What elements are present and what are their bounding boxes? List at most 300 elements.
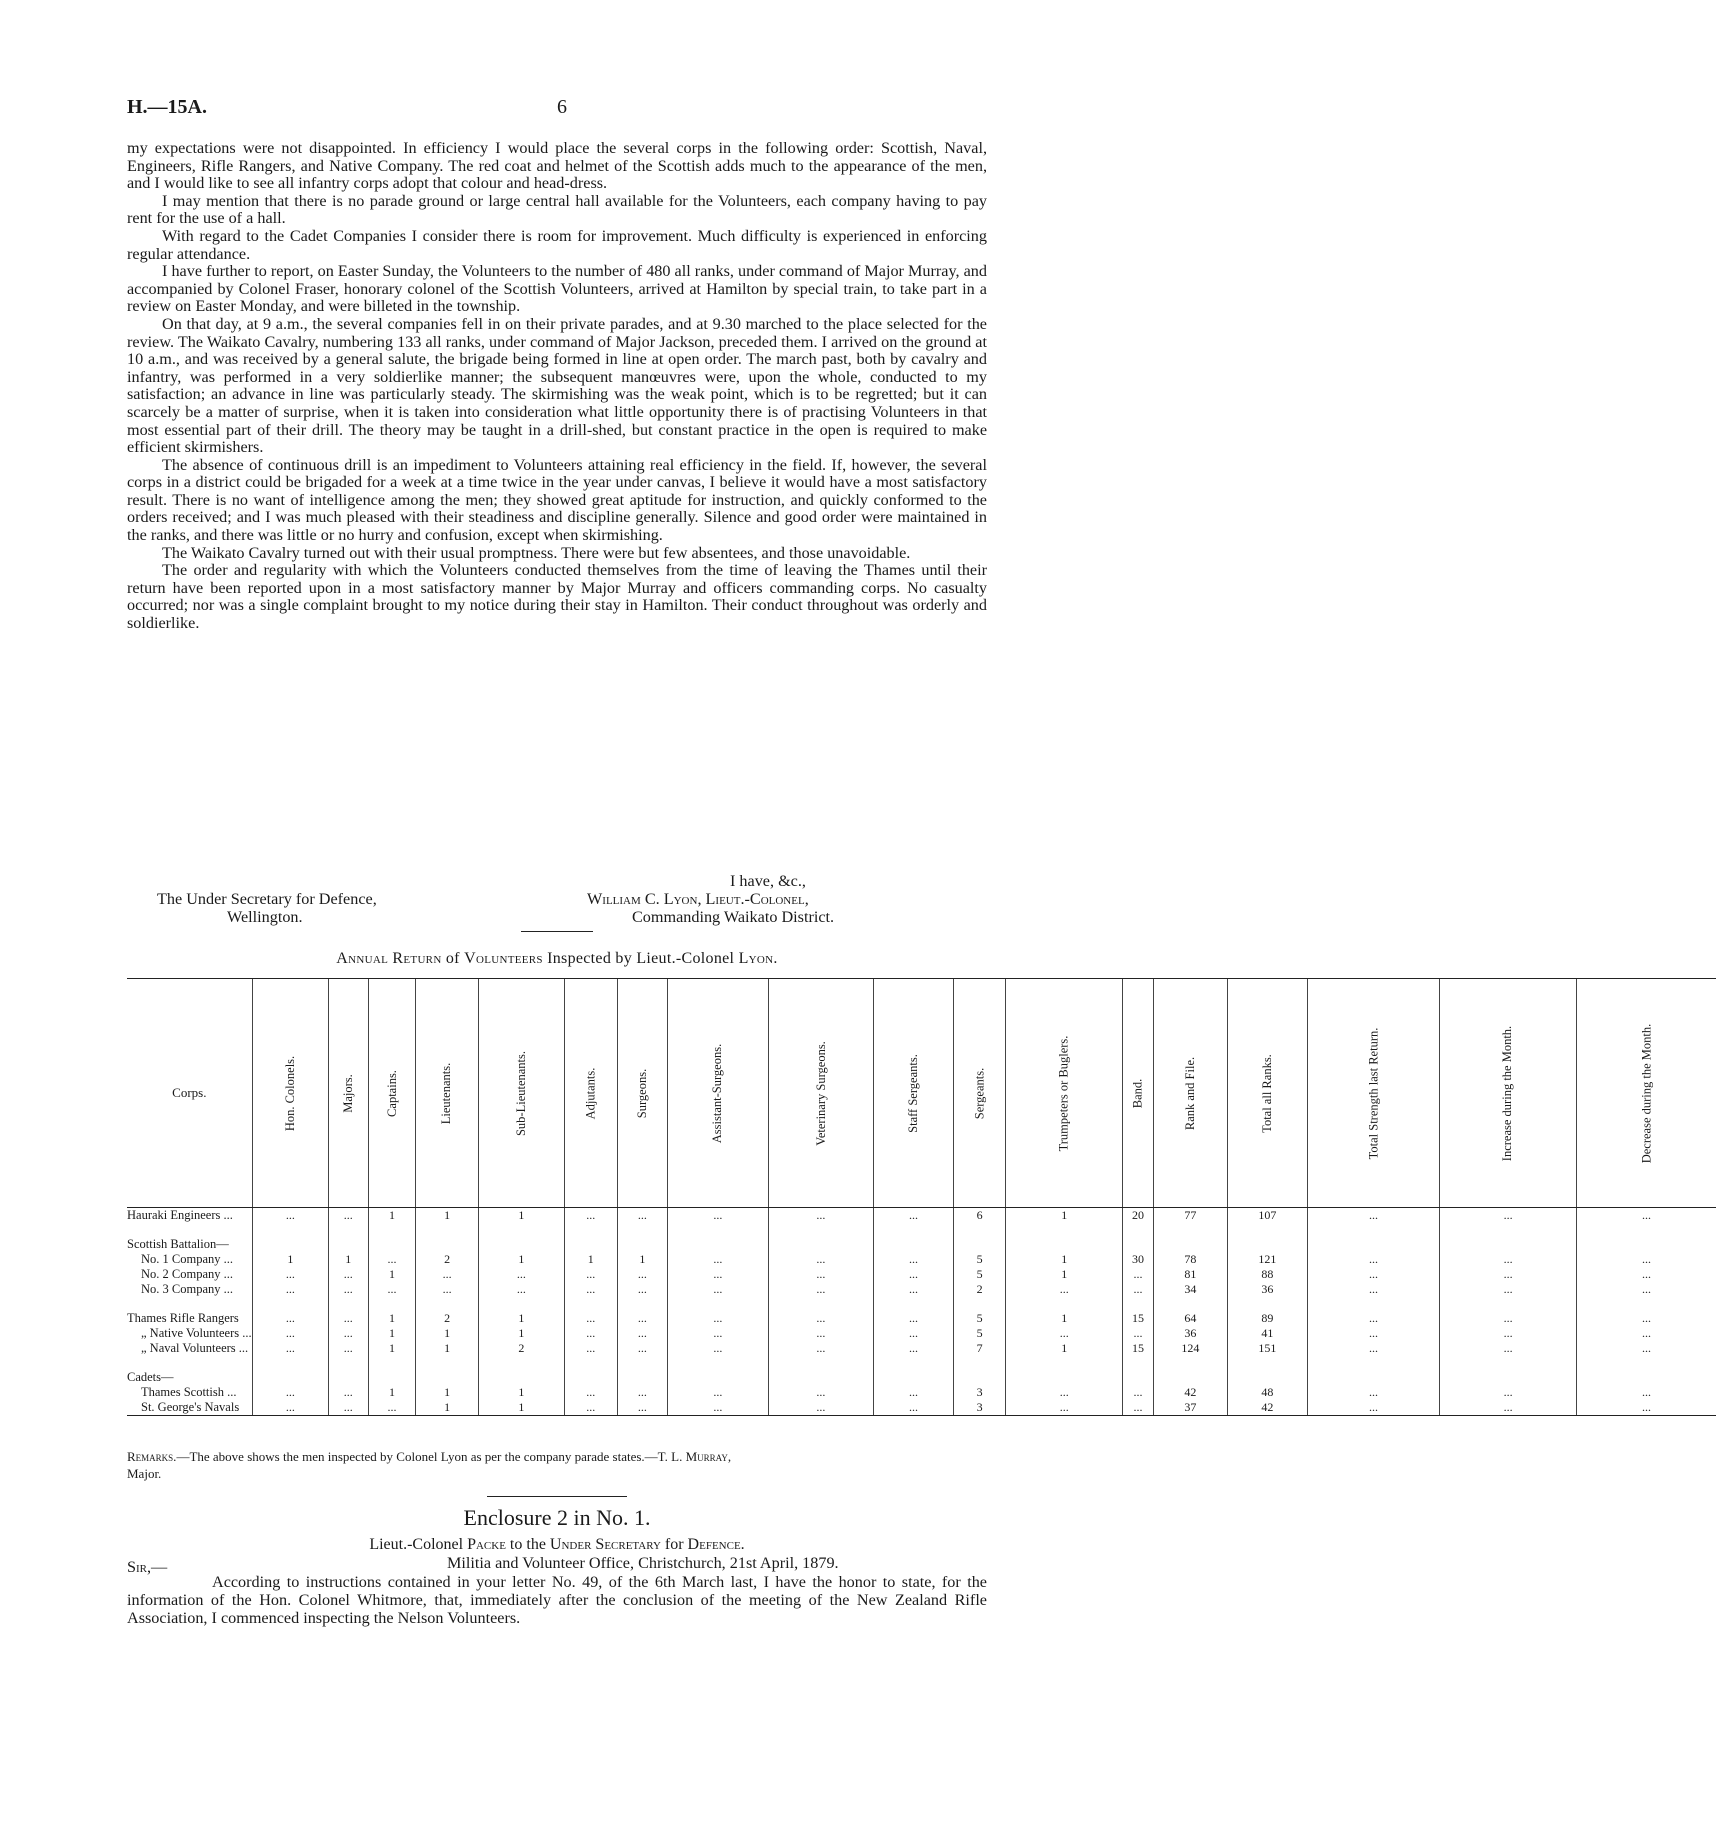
table-cell: ... xyxy=(252,1311,328,1326)
table-cell: 89 xyxy=(1228,1311,1308,1326)
title-part: of xyxy=(441,950,465,967)
from-part: . xyxy=(740,1536,745,1553)
table-cell: ... xyxy=(564,1282,617,1297)
table-cell: ... xyxy=(874,1282,954,1297)
table-cell: ... xyxy=(617,1385,667,1400)
spacer-cell xyxy=(1576,1297,1716,1311)
table-cell: ... xyxy=(1006,1282,1123,1297)
table-cell: ... xyxy=(617,1267,667,1282)
salutation: Sir,— xyxy=(127,1558,168,1576)
table-cell: 1 xyxy=(478,1311,564,1326)
table-cell: 1 xyxy=(368,1311,416,1326)
table-cell: ... xyxy=(1576,1385,1716,1400)
table-cell: 1 xyxy=(368,1326,416,1341)
spacer-cell xyxy=(1006,1356,1123,1370)
table-cell: ... xyxy=(1440,1252,1576,1267)
corps-name: Scottish Battalion— xyxy=(127,1237,229,1251)
table-cell: ... xyxy=(874,1311,954,1326)
corps-name: Cadets— xyxy=(127,1370,174,1384)
addressee: The Under Secretary for Defence, xyxy=(157,890,377,908)
spacer-cell xyxy=(329,1223,369,1237)
table-cell: ... xyxy=(1576,1326,1716,1341)
table-cell: ... xyxy=(1123,1282,1154,1297)
table-cell: ... xyxy=(874,1400,954,1416)
spacer-cell xyxy=(416,1356,478,1370)
spacer-cell xyxy=(874,1356,954,1370)
column-header-label: Band. xyxy=(1130,1078,1145,1108)
paragraph: my expectations were not disappointed. In efficiency I would place the several corps in the following order: Scottish, Naval, Engineers, Rifle Rangers, and Native Company. The red coat and helmet of the Scottish adds much to the appearance of the men, and I would like to see all infantry corps adopt that colour and head-dress. xyxy=(127,139,987,193)
table-cell: ... xyxy=(668,1385,768,1400)
column-header-label: Hon. Colonels. xyxy=(282,1055,297,1131)
spacer-cell xyxy=(252,1223,328,1237)
spacer-cell xyxy=(127,1297,252,1311)
table-cell: ... xyxy=(874,1385,954,1400)
table-cell: 20 xyxy=(1123,1208,1154,1224)
spacer-cell xyxy=(1006,1223,1123,1237)
column-header xyxy=(617,979,667,1208)
table-cell: ... xyxy=(668,1341,768,1356)
table-cell: 5 xyxy=(953,1311,1006,1326)
divider xyxy=(521,931,593,932)
spacer-cell xyxy=(1123,1223,1154,1237)
column-header xyxy=(768,979,874,1208)
paragraph: On that day, at 9 a.m., the several companies fell in on their private parades, and at 9.30 marched to the place selected for the review. The Waikato Cavalry, numbering 133 all ranks, under command of Major Jackson, preceded them. I arrived on the ground at 10 a.m., and was received by a general salute, the brigade being formed in line at open order. The march past, both by cavalry and infantry, was performed in a very soldierlike manner; the subsequent manœuvres were, upon the whole, conducted to my satisfaction; an advance in line was particularly steady. The skirmishing was the weak point, which is to be regretted; but it can scarcely be a matter of surprise, when it is taken into consideration what little opportunity there is of practising Volunteers in that most essential part of their drill. The theory may be taught in a drill-shed, but constant practice in the open is required to make efficient skirmishers. xyxy=(127,314,987,457)
table-cell: ... xyxy=(1440,1267,1576,1282)
table-cell: ... xyxy=(329,1341,369,1356)
table-cell: ... xyxy=(252,1282,328,1297)
table-cell: ... xyxy=(252,1385,328,1400)
table-cell xyxy=(1440,1370,1576,1385)
spacer-cell xyxy=(1307,1223,1440,1237)
table-cell: 77 xyxy=(1153,1208,1227,1224)
corps-name: „ Naval Volunteers ... xyxy=(141,1341,249,1355)
corps-name: „ Native Volunteers ... xyxy=(141,1326,252,1340)
table-cell: 1 xyxy=(1006,1267,1123,1282)
column-header-label: Trumpeters or Buglers. xyxy=(1056,1035,1071,1151)
table-cell: ... xyxy=(874,1267,954,1282)
office-dateline: Militia and Volunteer Office, Christchurch, 21st April, 1879. xyxy=(447,1554,839,1572)
table-cell: ... xyxy=(874,1341,954,1356)
spacer-cell xyxy=(329,1356,369,1370)
column-header-label: Majors. xyxy=(340,1073,355,1113)
table-cell: 1 xyxy=(416,1400,478,1416)
table-cell: 1 xyxy=(252,1252,328,1267)
spacer-cell xyxy=(1440,1223,1576,1237)
table-row xyxy=(127,1385,1716,1400)
spacer-cell xyxy=(368,1297,416,1311)
column-header xyxy=(668,979,768,1208)
table-cell: ... xyxy=(617,1208,667,1224)
table-cell: 1 xyxy=(416,1326,478,1341)
spacer-cell xyxy=(478,1297,564,1311)
spacer-cell xyxy=(874,1297,954,1311)
corps-name: St. George's Navals xyxy=(127,1400,252,1416)
table-cell: ... xyxy=(617,1282,667,1297)
column-header xyxy=(416,979,478,1208)
table-cell: ... xyxy=(768,1267,874,1282)
table-cell: 15 xyxy=(1123,1311,1154,1326)
table-cell: 1 xyxy=(478,1326,564,1341)
column-header-label: Surgeons. xyxy=(634,1068,649,1118)
spacer-cell xyxy=(768,1356,874,1370)
signature-first-name: William xyxy=(587,890,641,908)
table-cell: ... xyxy=(252,1326,328,1341)
table-cell: ... xyxy=(1576,1267,1716,1282)
spacer-cell xyxy=(1440,1356,1576,1370)
table-row xyxy=(127,1208,1716,1224)
table-cell: ... xyxy=(768,1341,874,1356)
table-cell: ... xyxy=(668,1267,768,1282)
column-header xyxy=(329,979,369,1208)
table-cell: ... xyxy=(874,1326,954,1341)
table-cell: 1 xyxy=(564,1252,617,1267)
table-cell: ... xyxy=(1440,1341,1576,1356)
table-cell xyxy=(478,1237,564,1252)
column-header xyxy=(953,979,1006,1208)
table-cell xyxy=(1440,1237,1576,1252)
spacer-cell xyxy=(1440,1297,1576,1311)
table-cell: 30 xyxy=(1123,1252,1154,1267)
table-cell: 34 xyxy=(1153,1282,1227,1297)
table-cell: ... xyxy=(1576,1400,1716,1416)
table-cell xyxy=(252,1370,328,1385)
table-cell: ... xyxy=(768,1252,874,1267)
table-cell: ... xyxy=(1440,1311,1576,1326)
table-cell xyxy=(1153,1370,1227,1385)
spacer-cell xyxy=(564,1356,617,1370)
table-cell: 1 xyxy=(478,1208,564,1224)
table-cell xyxy=(1006,1370,1123,1385)
table-cell: ... xyxy=(1440,1282,1576,1297)
table-cell: ... xyxy=(1123,1385,1154,1400)
table-cell: 5 xyxy=(953,1252,1006,1267)
table-cell: ... xyxy=(564,1400,617,1416)
table-cell: 5 xyxy=(953,1326,1006,1341)
table-cell: ... xyxy=(768,1400,874,1416)
report-body xyxy=(127,140,987,633)
table-cell: 36 xyxy=(1228,1282,1308,1297)
table-cell: 1 xyxy=(416,1341,478,1356)
corps-column-header: Corps. xyxy=(127,979,252,1208)
table-cell xyxy=(252,1237,328,1252)
table-cell: ... xyxy=(564,1267,617,1282)
table-cell: ... xyxy=(368,1252,416,1267)
table-cell: ... xyxy=(564,1311,617,1326)
table-cell xyxy=(1123,1237,1154,1252)
table-cell: 1 xyxy=(617,1252,667,1267)
spacer-row xyxy=(127,1297,1716,1311)
spacer-cell xyxy=(953,1297,1006,1311)
table-row xyxy=(127,1326,1716,1341)
table-cell: 1 xyxy=(329,1252,369,1267)
table-cell: ... xyxy=(1440,1385,1576,1400)
remarks-rank: Major. xyxy=(127,1466,162,1481)
spacer-cell xyxy=(874,1223,954,1237)
table-cell: 2 xyxy=(416,1311,478,1326)
table-cell: ... xyxy=(329,1385,369,1400)
table-cell: ... xyxy=(668,1400,768,1416)
column-header-label: Assistant-Surgeons. xyxy=(710,1043,725,1143)
spacer-cell xyxy=(478,1356,564,1370)
table-cell: ... xyxy=(564,1341,617,1356)
table-cell: 64 xyxy=(1153,1311,1227,1326)
table-cell: ... xyxy=(252,1400,328,1416)
table-cell xyxy=(564,1370,617,1385)
table-cell: 1 xyxy=(1006,1341,1123,1356)
from-part: Lieut.-Colonel xyxy=(369,1536,468,1553)
paragraph: I may mention that there is no parade ground or large central hall available for the Volunteers, each company having to pay rent for the use of a hall. xyxy=(127,191,987,228)
table-cell: ... xyxy=(668,1252,768,1267)
table-cell: 151 xyxy=(1228,1341,1308,1356)
table-cell: 1 xyxy=(416,1385,478,1400)
table-cell: ... xyxy=(329,1311,369,1326)
table-cell: ... xyxy=(668,1326,768,1341)
group-heading-row xyxy=(127,1237,1716,1252)
spacer-cell xyxy=(953,1223,1006,1237)
closing-phrase: I have, &c., xyxy=(730,872,806,890)
table-cell: ... xyxy=(1307,1400,1440,1416)
spacer-cell xyxy=(416,1223,478,1237)
table-cell: 7 xyxy=(953,1341,1006,1356)
table-cell: ... xyxy=(252,1341,328,1356)
table-cell: 1 xyxy=(368,1267,416,1282)
table-cell: 2 xyxy=(953,1282,1006,1297)
table-cell: 78 xyxy=(1153,1252,1227,1267)
spacer-cell xyxy=(252,1356,328,1370)
table-cell xyxy=(768,1370,874,1385)
spacer-cell xyxy=(252,1297,328,1311)
table-cell xyxy=(329,1237,369,1252)
table-cell xyxy=(1307,1370,1440,1385)
table-row xyxy=(127,1282,1716,1297)
table-cell: ... xyxy=(1307,1208,1440,1224)
spacer-cell xyxy=(368,1356,416,1370)
spacer-cell xyxy=(617,1223,667,1237)
annual-return-table xyxy=(127,978,1716,1416)
column-header xyxy=(1228,979,1308,1208)
spacer-cell xyxy=(668,1356,768,1370)
table-cell: ... xyxy=(478,1282,564,1297)
column-header-label: Increase during the Month. xyxy=(1500,1025,1515,1161)
enclosure-title: Enclosure 2 in No. 1. xyxy=(463,1505,651,1530)
column-header-label: Captains. xyxy=(384,1069,399,1117)
table-cell xyxy=(1123,1370,1154,1385)
table-cell: ... xyxy=(1440,1326,1576,1341)
spacer-cell xyxy=(617,1356,667,1370)
paragraph: The order and regularity with which the Volunteers conducted themselves from the time of leaving the Thames until their return have been reported upon in a most satisfactory manner by Major Murray and officers commanding corps. No casualty occurred; nor was a single complaint brought to my notice during their stay in Hamilton. Their conduct throughout was orderly and soldierlike. xyxy=(127,561,987,633)
table-cell: 1 xyxy=(478,1252,564,1267)
group-heading-row xyxy=(127,1370,1716,1385)
table-cell xyxy=(953,1237,1006,1252)
table-cell: ... xyxy=(1440,1208,1576,1224)
title-part: Volunteers xyxy=(464,950,543,967)
table-cell: 42 xyxy=(1153,1385,1227,1400)
table-cell: ... xyxy=(329,1282,369,1297)
table-cell xyxy=(668,1370,768,1385)
table-cell: 1 xyxy=(416,1208,478,1224)
table-cell: 41 xyxy=(1228,1326,1308,1341)
column-header xyxy=(478,979,564,1208)
from-part: Defence xyxy=(687,1536,741,1553)
table-cell: ... xyxy=(1123,1400,1154,1416)
table-cell: 124 xyxy=(1153,1341,1227,1356)
spacer-cell xyxy=(1153,1297,1227,1311)
spacer-cell xyxy=(768,1223,874,1237)
remarks xyxy=(127,1448,987,1482)
table-cell: ... xyxy=(1440,1400,1576,1416)
enclosure-from xyxy=(0,1536,1114,1554)
column-header xyxy=(1440,979,1576,1208)
column-header-label: Staff Sergeants. xyxy=(906,1053,921,1133)
corps-name: No. 3 Company ... xyxy=(141,1282,234,1296)
table-cell: ... xyxy=(329,1267,369,1282)
table-cell: ... xyxy=(1307,1282,1440,1297)
table-cell: 3 xyxy=(953,1400,1006,1416)
table-cell: ... xyxy=(874,1252,954,1267)
table-cell: 81 xyxy=(1153,1267,1227,1282)
remarks-text: —The above shows the men inspected by Colonel Lyon as per the company parade states.—T. L. xyxy=(176,1449,686,1464)
spacer-cell xyxy=(1228,1297,1308,1311)
table-cell: 5 xyxy=(953,1267,1006,1282)
table-cell: ... xyxy=(617,1326,667,1341)
table-cell: 121 xyxy=(1228,1252,1308,1267)
paragraph: According to instructions contained in your letter No. 49, of the 6th March last, I have the honor to state, for the information of the Hon. Colonel Whitmore, that, immediately after the conclusion of the meeting of the New Zealand Rifle Association, I commenced inspecting the Nelson Volunteers. xyxy=(127,1573,987,1627)
table-cell: ... xyxy=(1006,1400,1123,1416)
signature xyxy=(587,890,809,908)
spacer-cell xyxy=(1228,1356,1308,1370)
table-cell: ... xyxy=(768,1208,874,1224)
table-cell xyxy=(1576,1370,1716,1385)
spacer-cell xyxy=(668,1223,768,1237)
column-header-label: Sergeants. xyxy=(972,1067,987,1119)
spacer-cell xyxy=(668,1297,768,1311)
table-cell: ... xyxy=(1123,1326,1154,1341)
table-row xyxy=(127,1400,1716,1416)
title-part: Annual Return xyxy=(336,950,442,967)
table-cell xyxy=(1228,1237,1308,1252)
table-cell: ... xyxy=(1576,1282,1716,1297)
table-cell: ... xyxy=(252,1267,328,1282)
spacer-cell xyxy=(127,1356,252,1370)
column-header xyxy=(368,979,416,1208)
column-header-label: Decrease during the Month. xyxy=(1639,1023,1654,1163)
table-cell: ... xyxy=(874,1208,954,1224)
table-cell: ... xyxy=(329,1326,369,1341)
table-cell: 1 xyxy=(1006,1208,1123,1224)
table-cell: ... xyxy=(416,1282,478,1297)
column-header xyxy=(1153,979,1227,1208)
table-cell: ... xyxy=(768,1385,874,1400)
table-cell: ... xyxy=(768,1311,874,1326)
table-cell xyxy=(478,1370,564,1385)
table-cell xyxy=(368,1237,416,1252)
table-cell: ... xyxy=(1307,1341,1440,1356)
table-cell: 1 xyxy=(478,1385,564,1400)
spacer-row xyxy=(127,1223,1716,1237)
spacer-cell xyxy=(127,1223,252,1237)
signature-rest: C. Lyon, Lieut.-Colonel, xyxy=(640,890,809,908)
table-cell: ... xyxy=(564,1326,617,1341)
table-cell: ... xyxy=(564,1208,617,1224)
table-cell: ... xyxy=(668,1208,768,1224)
remarks-label: Remarks. xyxy=(127,1449,177,1464)
corps-name: No. 2 Company ... xyxy=(141,1267,234,1281)
column-header-label: Sub-Lieutenants. xyxy=(513,1050,528,1136)
spacer-cell xyxy=(953,1356,1006,1370)
spacer-cell xyxy=(1576,1223,1716,1237)
table-cell: 48 xyxy=(1228,1385,1308,1400)
table-cell: ... xyxy=(1123,1267,1154,1282)
table-cell: ... xyxy=(1006,1385,1123,1400)
corps-name: No. 1 Company ... xyxy=(141,1252,234,1266)
column-header xyxy=(1006,979,1123,1208)
table-cell: ... xyxy=(768,1326,874,1341)
column-header-label: Adjutants. xyxy=(583,1067,598,1119)
table-cell: ... xyxy=(1307,1385,1440,1400)
signature-title: Commanding Waikato District. xyxy=(632,908,835,926)
corps-name: Hauraki Engineers ... xyxy=(127,1208,233,1222)
table-cell: ... xyxy=(1307,1252,1440,1267)
table-cell: 1 xyxy=(368,1341,416,1356)
paragraph: I have further to report, on Easter Sunday, the Volunteers to the number of 480 all ranks, under command of Major Murray, and accompanied by Colonel Fraser, honorary colonel of the Scottish Volunteers, arrived at Hamilton by special train, to take part in a review on Easter Monday, and were billeted in the township. xyxy=(127,262,987,316)
table-cell xyxy=(368,1370,416,1385)
table-cell: ... xyxy=(1307,1267,1440,1282)
table-cell xyxy=(617,1237,667,1252)
table-cell xyxy=(416,1237,478,1252)
table-cell: 107 xyxy=(1228,1208,1308,1224)
table-cell xyxy=(1228,1370,1308,1385)
table-cell: 3 xyxy=(953,1385,1006,1400)
spacer-cell xyxy=(478,1223,564,1237)
table-cell: ... xyxy=(252,1208,328,1224)
table-cell: ... xyxy=(478,1267,564,1282)
table-cell: 6 xyxy=(953,1208,1006,1224)
table-cell: 1 xyxy=(478,1400,564,1416)
title-part: Lyon xyxy=(738,950,774,967)
table-cell: ... xyxy=(368,1400,416,1416)
spacer-cell xyxy=(768,1297,874,1311)
divider xyxy=(487,1496,627,1497)
column-header xyxy=(1576,979,1716,1208)
table-cell: ... xyxy=(617,1311,667,1326)
spacer-cell xyxy=(617,1297,667,1311)
table-cell: ... xyxy=(1307,1326,1440,1341)
table-cell: ... xyxy=(668,1282,768,1297)
table-cell xyxy=(668,1237,768,1252)
page-number: 6 xyxy=(557,96,567,118)
table-cell xyxy=(953,1370,1006,1385)
from-part: Packe xyxy=(467,1536,506,1553)
page-header xyxy=(127,96,987,126)
spacer-cell xyxy=(564,1223,617,1237)
table-cell: 1 xyxy=(368,1385,416,1400)
table-cell: ... xyxy=(617,1341,667,1356)
table-cell: ... xyxy=(768,1282,874,1297)
table-cell: ... xyxy=(668,1311,768,1326)
table-cell: 15 xyxy=(1123,1341,1154,1356)
column-header-label: Veterinary Surgeons. xyxy=(813,1040,828,1146)
title-part: Inspected by Lieut.-Colonel xyxy=(542,950,739,967)
addressee-location: Wellington. xyxy=(227,908,303,926)
table-row xyxy=(127,1311,1716,1326)
table-cell: ... xyxy=(416,1267,478,1282)
spacer-cell xyxy=(1123,1356,1154,1370)
table-header-row xyxy=(127,979,1716,1208)
table-title xyxy=(0,950,1114,968)
table-cell xyxy=(1576,1237,1716,1252)
table-cell: 2 xyxy=(478,1341,564,1356)
table-cell: ... xyxy=(1006,1326,1123,1341)
